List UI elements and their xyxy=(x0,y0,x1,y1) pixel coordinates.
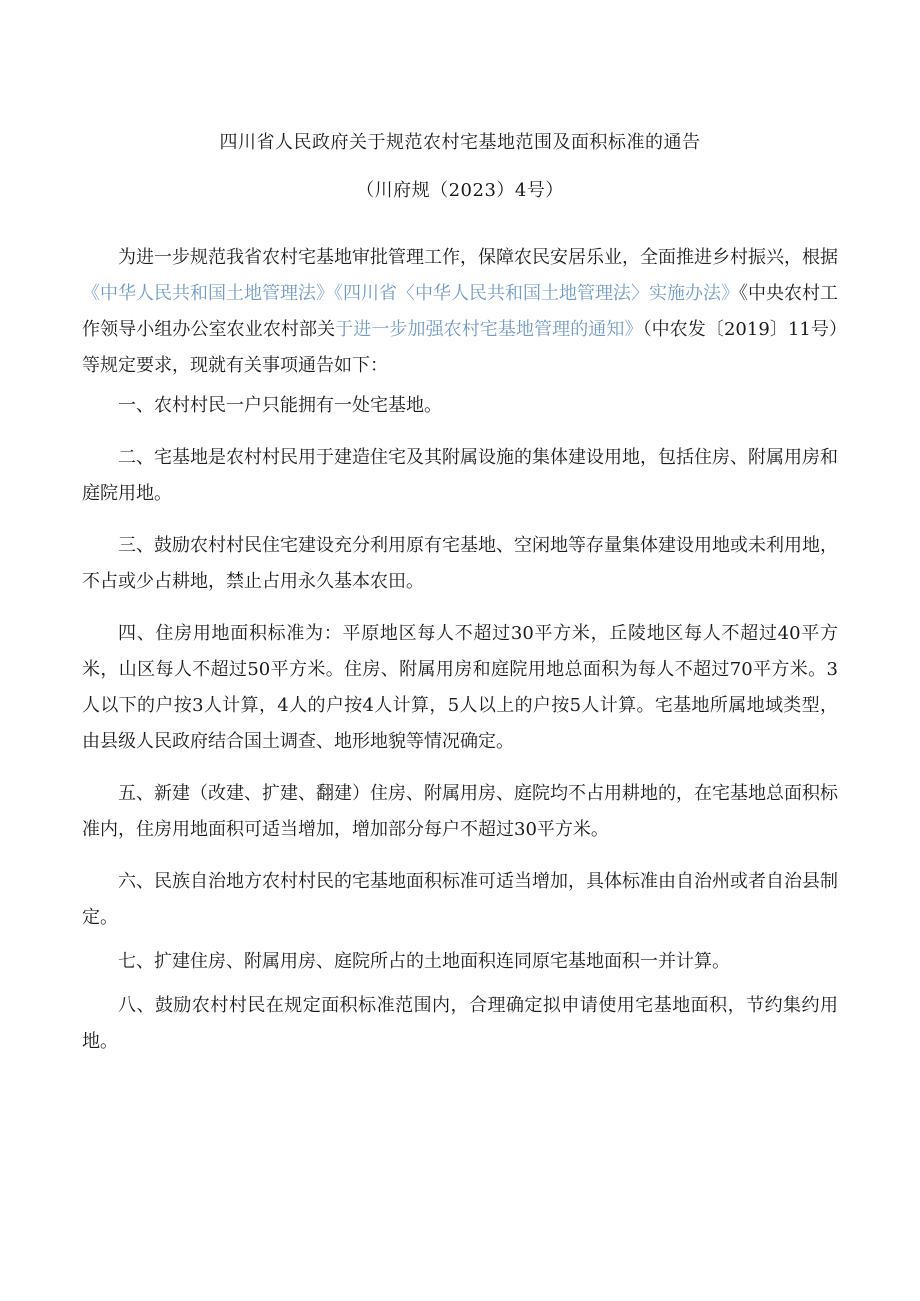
intro-text-1: 为进一步规范我省农村宅基地审批管理工作，保障农民安居乐业，全面推进乡村振兴，根据 xyxy=(118,247,838,268)
item-paragraph: 一、农村村民一户只能拥有一处宅基地。 xyxy=(118,395,442,416)
item-paragraph: 四、住房用地面积标准为：平原地区每人不超过30平方米，丘陵地区每人不超过40平方米，山区每人不超过50平方米。住房、附属用房和庭院用地总面积为每人不超过70平方米。3人以下的户按3人计算，4人的户按4人计算，5人以上的户按5人计算。宅基地所属地域类型，由县级人民政府结合国土调查、地形地貌等情况确定。 xyxy=(82,623,838,752)
document-body xyxy=(82,240,838,1060)
item-paragraph: 二、宅基地是农村村民用于建造住宅及其附属设施的集体建设用地，包括住房、附属用房和庭院用地。 xyxy=(82,447,838,504)
document-title: 四川省人民政府关于规范农村宅基地范围及面积标准的通告 xyxy=(219,132,701,153)
item-paragraph: 五、新建（改建、扩建、翻建）住房、附属用房、庭院均不占用耕地的，在宅基地总面积标准内，住房用地面积可适当增加，增加部分每户不超过30平方米。 xyxy=(82,783,838,840)
document-number: （川府规（2023）4号） xyxy=(356,180,564,201)
item-paragraph: 八、鼓励农村村民在规定面积标准范围内，合理确定拟申请使用宅基地面积，节约集约用地。 xyxy=(82,995,838,1052)
item-paragraph: 七、扩建住房、附属用房、庭院所占的土地面积连同原宅基地面积一并计算。 xyxy=(118,951,730,972)
item-paragraph: 六、民族自治地方农村村民的宅基地面积标准可适当增加，具体标准由自治州或者自治县制定。 xyxy=(82,871,838,928)
intro-text-3: （中农发〔2019〕11号）等规定要求，现就有关事项通告如下： xyxy=(82,319,839,376)
item-paragraph: 三、鼓励农村村民住宅建设充分利用原有宅基地、空闲地等存量集体建设用地或未利用地，不占或少占耕地，禁止占用永久基本农田。 xyxy=(82,535,838,592)
sichuan-implementation-link[interactable]: 《四川省〈中华人民共和国土地管理法〉实施办法》 xyxy=(334,283,739,304)
land-law-link[interactable]: 《中华人民共和国土地管理法》 xyxy=(82,283,334,304)
intro-paragraph xyxy=(82,240,838,384)
intro-text-2: 《中央农村工作领导小组办公室农业农村部关 xyxy=(82,283,838,340)
homestead-notice-link[interactable]: 于进一步加强农村宅基地管理的通知》 xyxy=(335,319,643,340)
